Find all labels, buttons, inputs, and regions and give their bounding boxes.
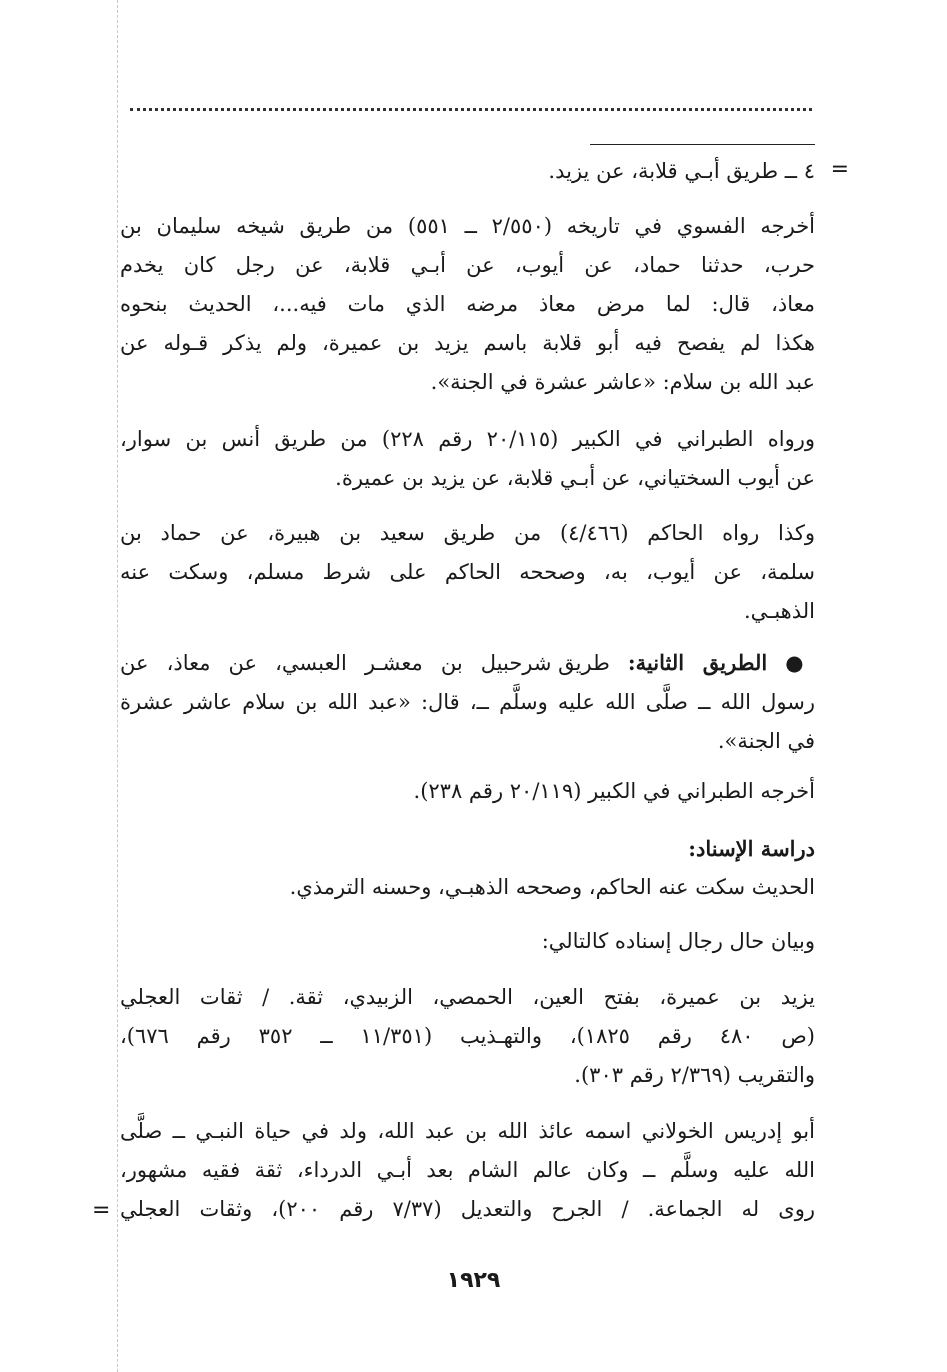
text-line: ورواه الطبراني في الكبير (٢٠/١١٥ رقم ٢٢٨) من طريق أنس بن سوار، xyxy=(120,427,815,451)
page-number: ١٩٢٩ xyxy=(446,1268,501,1293)
dotted-separator xyxy=(130,108,812,111)
paragraph-tabarani-2 xyxy=(120,772,815,811)
text-line: هكذا لم يفصح فيه أبو قلابة باسم يزيد بن عميرة، ولم يذكر قـوله عن xyxy=(120,331,815,355)
isnad-heading: دراسة الإسناد: xyxy=(688,836,815,861)
paragraph-hakim xyxy=(120,514,815,631)
continuation-mark-bottom: = xyxy=(92,1198,111,1223)
text-line: عن أيوب السختياني، عن أبـي قلابة، عن يزيد بن عميرة. xyxy=(335,466,815,490)
paragraph-fasawi xyxy=(120,207,815,402)
text-line: وبيان حال رجال إسناده كالتالي: xyxy=(541,929,815,953)
continuation-mark-top: = xyxy=(830,157,849,182)
text-line: أبو إدريس الخولاني اسمه عائذ الله بن عبد الله، ولد في حياة النبـي ــ صلَّى xyxy=(120,1119,815,1143)
text-line: أخرجه الطبراني في الكبير (٢٠/١١٩ رقم ٢٣٨). xyxy=(413,779,815,803)
text-line: وكذا رواه الحاكم (٤/٤٦٦) من طريق سعيد بن هبيرة، عن حماد بن xyxy=(120,521,815,545)
paragraph-abu-idris xyxy=(120,1112,815,1229)
text-line: الله عليه وسلَّم ــ وكان عالم الشام بعد أبـي الدرداء، ثقة فقيه مشهور، xyxy=(120,1158,815,1182)
text-line: رسول الله ــ صلَّى الله عليه وسلَّم ــ، قال: «عبد الله بن سلام عاشر عشرة xyxy=(120,690,815,714)
route4-heading-text: ٤ ــ طريق أبـي قلابة، عن يزيد. xyxy=(548,159,815,183)
text-line: عبد الله بن سلام: «عاشر عشرة في الجنة». xyxy=(430,370,815,394)
paragraph-second-route xyxy=(120,643,815,761)
paragraph-yazid xyxy=(120,978,815,1095)
text-line: والتقريب (٢/٣٦٩ رقم ٣٠٣). xyxy=(574,1063,815,1087)
text-line: سلمة، عن أيوب، به، وصححه الحاكم على شرط مسلم، وسكت عنه xyxy=(120,560,815,584)
text-line: حرب، حدثنا حماد، عن أيوب، عن أبـي قلابة، عن رجل كان يخدم xyxy=(120,253,815,277)
second-route-label: الطريق الثانية: xyxy=(627,650,768,675)
footnote-rule xyxy=(590,144,815,145)
text-line: يزيد بن عميرة، بفتح العين، الحمصي، الزبيدي، ثقة. / ثقات العجلي xyxy=(120,985,815,1009)
text-line: روى له الجماعة. / الجرح والتعديل (٧/٣٧ رقم ٢٠٠)، وثقات العجلي xyxy=(120,1197,815,1221)
text-line: في الجنة». xyxy=(717,729,815,753)
second-route-text: طريق شرحبيل بن معشـر العبسي، عن معاذ، عن xyxy=(120,651,610,675)
paragraph-narrators-intro xyxy=(120,922,815,961)
text-line: الحديث سكت عنه الحاكم، وصححه الذهبـي، وحسنه الترمذي. xyxy=(289,875,815,899)
binding-margin-line xyxy=(117,0,118,1372)
text-line: أخرجه الفسوي في تاريخه (٢/٥٥٠ ــ ٥٥١) من طريق شيخه سليمان بن xyxy=(120,214,816,238)
text-line: (ص ٤٨٠ رقم ١٨٢٥)، والتهـذيب (١١/٣٥١ ــ ٣٥٢ رقم ٦٧٦)، xyxy=(120,1024,815,1048)
route4-heading xyxy=(120,152,815,191)
text-line xyxy=(120,643,815,683)
text-line: معاذ، قال: لما مرض معاذ مرضه الذي مات فيه...، الحديث بنحوه xyxy=(120,292,815,316)
paragraph-tabarani-1 xyxy=(120,420,815,498)
text-line: الذهبـي. xyxy=(744,599,815,623)
isnad-study xyxy=(120,829,815,907)
bullet-icon: ● xyxy=(785,650,815,675)
